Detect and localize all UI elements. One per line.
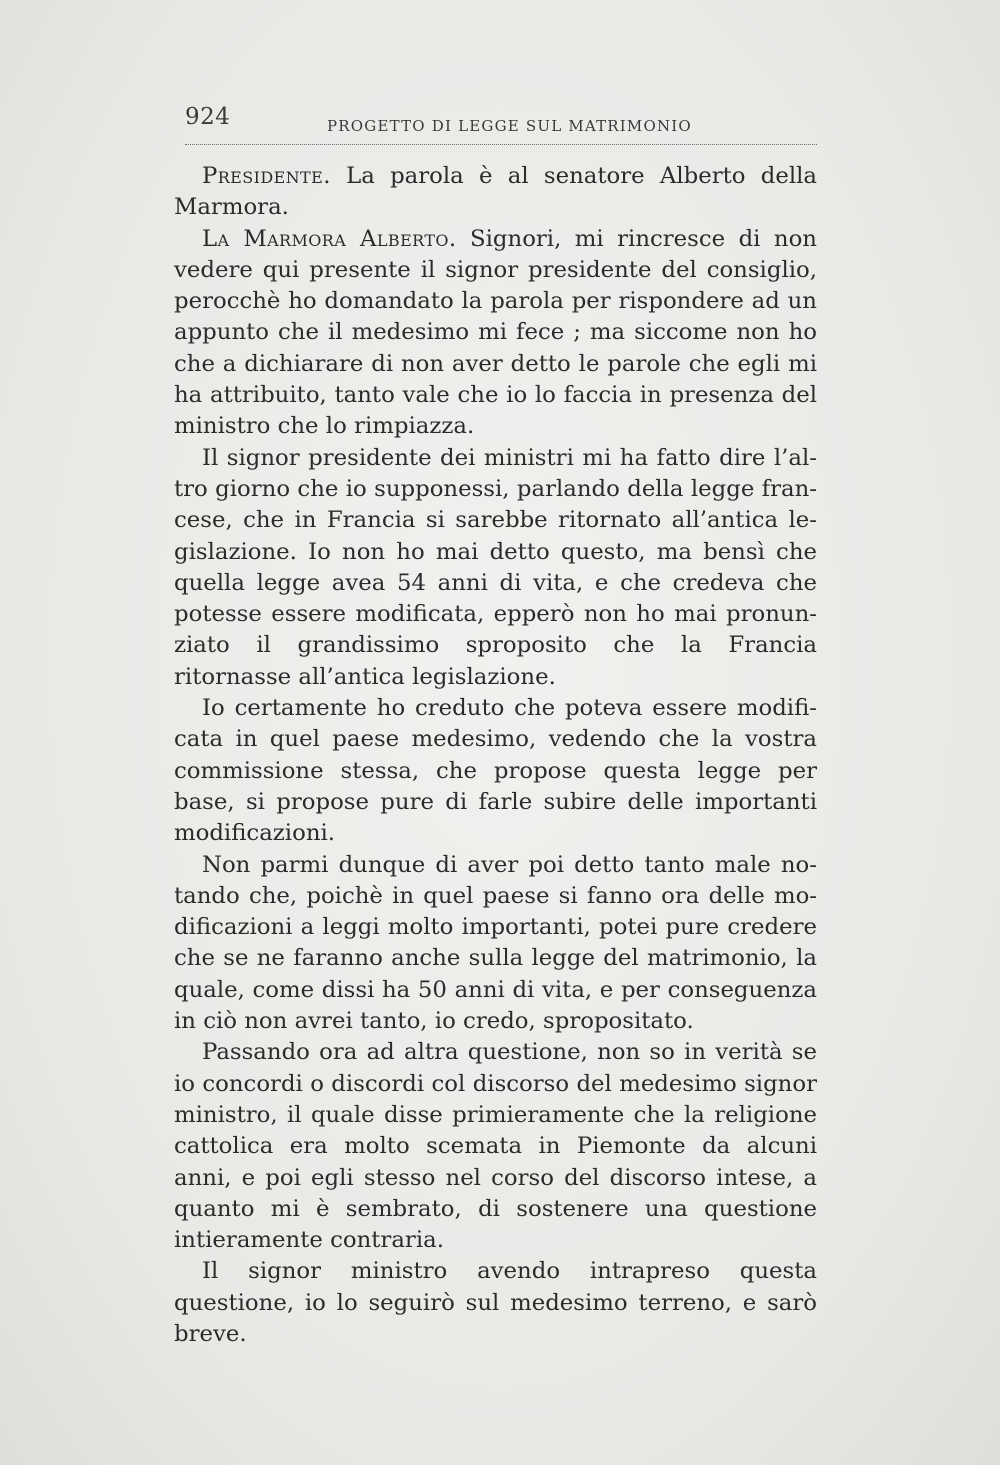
speaker-name: La Marmora Alberto. [202, 225, 457, 252]
paragraph-text: Il signor ministro avendo intrapreso questa questione, io lo seguirò sul medesimo terreno, e sarò breve. [174, 1258, 817, 1347]
body-text [174, 161, 817, 1350]
paragraph-text: Non parmi dunque di aver poi detto tanto male notando che, poichè in quel paese si fanno ora delle modificazioni a leggi molto importanti, potei pure credere che se ne faranno anche sulla legge del matrimonio, la quale, come dissi ha 50 anni di vita, e per conseguenza in ciò non avrei tanto, io credo, spropositato. [174, 851, 817, 1035]
paragraph [174, 161, 817, 224]
page-number: 924 [185, 104, 231, 130]
paragraph [174, 1256, 817, 1350]
paragraph [174, 693, 817, 849]
page-header [185, 104, 817, 148]
paragraph-text: Il signor presidente dei ministri mi ha fatto dire l’altro giorno che io supponessi, parlando della legge francese, che in Francia si sarebbe ritornato all’antica legislazione. Io non ho mai detto questo, ma bensì che quella legge avea 54 anni di vita, e che credeva che potesse essere modificata, epperò non ho mai pronunziato il grandissimo sproposito che la Francia ritornasse all’antica legislazione. [174, 444, 817, 690]
paragraph-text: Signori, mi rincresce di non vedere qui presente il signor presidente del consiglio, perocchè ho domandato la parola per rispondere ad un appunto che il medesimo mi fece ; ma siccome non ho che a dichiarare di non aver detto le parole che egli mi ha attribuito, tanto vale che io lo faccia in presenza del ministro che lo rimpiazza. [174, 225, 817, 440]
paragraph-text: La parola è al senatore Alberto della Marmora. [174, 163, 817, 221]
paragraph-text: Passando ora ad altra questione, non so in verità se io concordi o discordi col discorso del medesimo signor ministro, il quale disse primieramente che la religione cattolica era molto scemata in Piemonte da alcuni anni, e poi egli stesso nel corso del discorso intese, a quanto mi è sembrato, di sostenere una questione intieramente contraria. [174, 1039, 817, 1254]
running-title: PROGETTO DI LEGGE SUL MATRIMONIO [327, 117, 692, 135]
paragraph-text: Io certamente ho creduto che poteva essere modificata in quel paese medesimo, vedendo che la vostra commissione stessa, che propose questa legge per base, si propose pure di farle subire delle importanti modificazioni. [174, 695, 817, 847]
speaker-name: Presidente. [202, 163, 331, 189]
paragraph [174, 850, 817, 1038]
paragraph [174, 443, 817, 693]
header-rule [185, 144, 817, 145]
paragraph [174, 224, 817, 443]
paragraph [174, 1037, 817, 1256]
